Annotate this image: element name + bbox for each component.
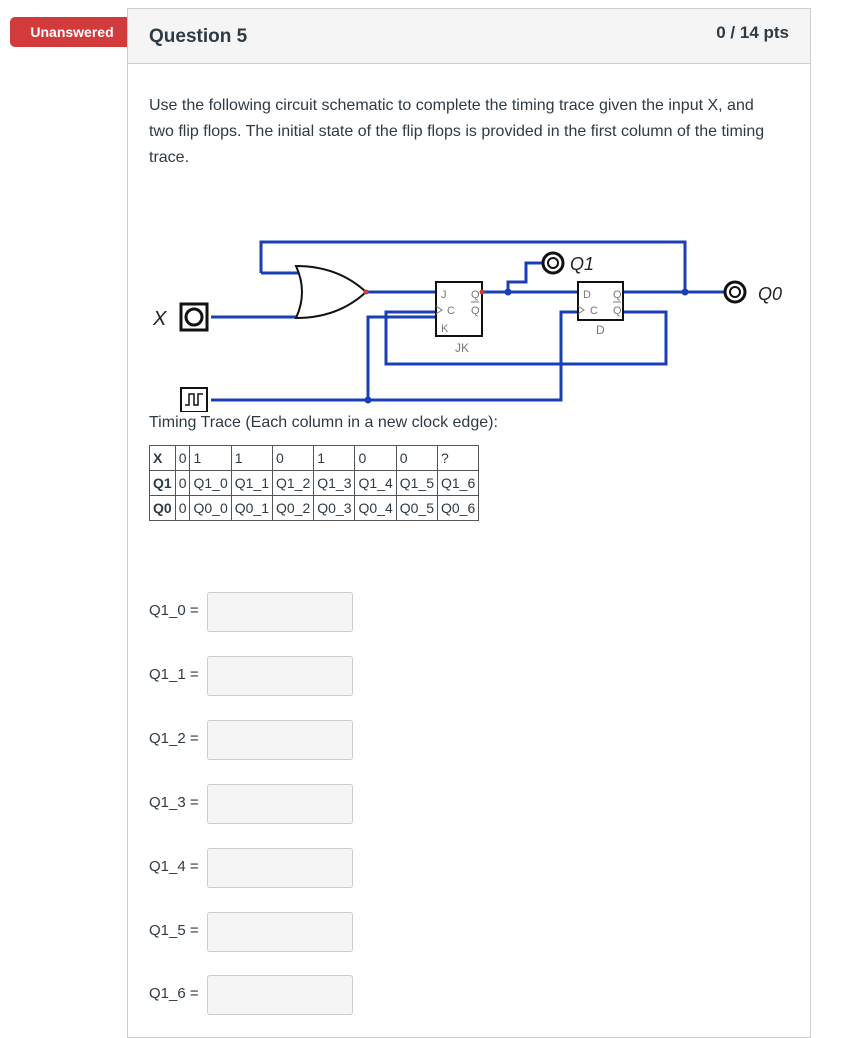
d-qbar-pin: Q <box>613 305 622 317</box>
row-label: X <box>150 446 176 471</box>
trace-caption: Timing Trace (Each column in a new clock edge): <box>149 414 498 431</box>
circuit-schematic <box>128 182 812 412</box>
table-cell: Q1_0 <box>190 471 231 496</box>
table-cell: Q1_4 <box>355 471 396 496</box>
table-cell: 0 <box>175 446 190 471</box>
answer-label: Q1_6 = <box>149 985 199 1002</box>
junction-dot <box>365 397 372 404</box>
answer-label: Q1_5 = <box>149 922 199 939</box>
answer-row <box>149 784 359 824</box>
answer-input-q1-4[interactable] <box>207 848 353 888</box>
table-cell: 0 <box>175 471 190 496</box>
table-cell: Q1_5 <box>396 471 437 496</box>
answer-row <box>149 720 359 760</box>
table-cell: 1 <box>190 446 231 471</box>
table-cell: Q1_6 <box>437 471 478 496</box>
jk-label: JK <box>455 341 470 355</box>
d-c-pin: C <box>590 305 598 317</box>
question-title: Question 5 <box>149 26 248 47</box>
question-header <box>128 9 810 64</box>
jk-j-pin: J <box>441 289 447 301</box>
d-d-pin: D <box>583 289 591 301</box>
answer-row <box>149 592 359 632</box>
answer-row <box>149 848 359 888</box>
table-row <box>150 496 479 521</box>
table-cell: 0 <box>175 496 190 521</box>
q0-label: Q0 <box>758 284 783 304</box>
answer-input-q1-0[interactable] <box>207 592 353 632</box>
question-card <box>127 8 811 1038</box>
input-x-label: X <box>153 308 167 330</box>
table-cell: 0 <box>272 446 313 471</box>
answer-label: Q1_4 = <box>149 858 199 875</box>
table-cell: Q0_1 <box>231 496 272 521</box>
wire-clock <box>211 317 436 400</box>
q1-probe-icon <box>543 253 563 273</box>
answer-label: Q1_3 = <box>149 794 199 811</box>
table-cell: 1 <box>314 446 355 471</box>
q1-label: Q1 <box>570 254 595 274</box>
question-prompt: Use the following circuit schematic to complete the timing trace given the input X, and two flip flops. The initial state of the flip flops is provided in the first column of the timing trace. <box>149 97 765 166</box>
answer-label: Q1_2 = <box>149 730 199 747</box>
jk-qbar-pin: Q <box>471 305 480 317</box>
table-cell: Q1_2 <box>272 471 313 496</box>
answer-label: Q1_1 = <box>149 666 199 683</box>
table-cell: Q0_4 <box>355 496 396 521</box>
answer-row <box>149 912 359 952</box>
table-cell: Q0_6 <box>437 496 478 521</box>
answer-label: Q1_0 = <box>149 602 199 619</box>
q0-probe-icon <box>725 282 745 302</box>
d-q-pin: Q <box>613 289 622 301</box>
table-cell: Q0_3 <box>314 496 355 521</box>
answer-input-q1-1[interactable] <box>207 656 353 696</box>
junction-dot <box>505 289 512 296</box>
or-gate <box>296 266 366 318</box>
jk-c-pin: C <box>447 305 455 317</box>
table-cell: Q0_2 <box>272 496 313 521</box>
answer-input-q1-2[interactable] <box>207 720 353 760</box>
table-cell: 0 <box>355 446 396 471</box>
d-label: D <box>596 323 605 337</box>
jk-q-pin: Q <box>471 289 480 301</box>
timing-trace-table <box>149 445 479 521</box>
table-row <box>150 471 479 496</box>
row-label: Q1 <box>150 471 176 496</box>
answer-input-q1-3[interactable] <box>207 784 353 824</box>
table-cell: 0 <box>396 446 437 471</box>
table-cell: Q1_1 <box>231 471 272 496</box>
table-cell: 1 <box>231 446 272 471</box>
status-badge: Unanswered <box>10 17 134 47</box>
row-label: Q0 <box>150 496 176 521</box>
table-cell: Q0_0 <box>190 496 231 521</box>
answer-input-q1-5[interactable] <box>207 912 353 952</box>
answer-row <box>149 975 359 1015</box>
jk-k-pin: K <box>441 323 449 335</box>
table-cell: Q0_5 <box>396 496 437 521</box>
answer-input-q1-6[interactable] <box>207 975 353 1015</box>
answer-row <box>149 656 359 696</box>
table-cell: Q1_3 <box>314 471 355 496</box>
table-cell: ? <box>437 446 478 471</box>
question-points: 0 / 14 pts <box>716 23 789 42</box>
table-row <box>150 446 479 471</box>
junction-dot <box>682 289 689 296</box>
